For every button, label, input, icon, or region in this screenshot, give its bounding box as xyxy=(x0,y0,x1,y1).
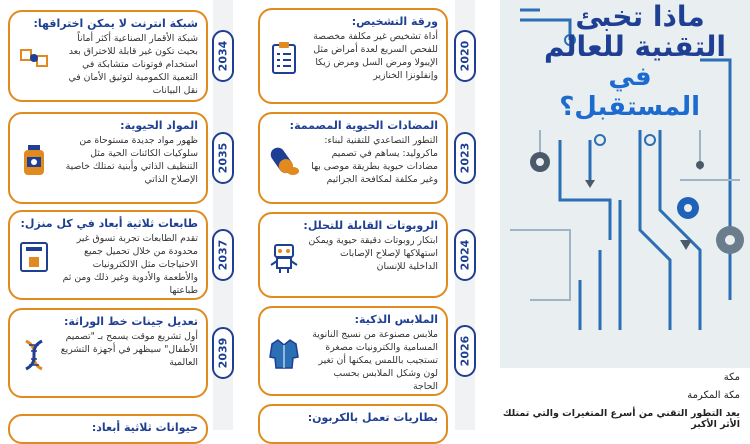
timeline-card xyxy=(258,8,448,104)
year-badge xyxy=(454,30,476,82)
card-text: ملابس مصنوعة من نسيج النانوية المسامية والكترونيات مصغرة تستجيب باللمس يمكنها أن تغير لون وشكل الملابس بحسب الحاجة xyxy=(312,329,438,392)
page-title-line2: التقنية للعالم xyxy=(543,30,726,63)
year-badge xyxy=(454,229,476,281)
year-badge xyxy=(212,132,234,184)
year-label: 2023 xyxy=(458,142,472,174)
year-label: 2039 xyxy=(216,337,230,369)
card-title: حيوانات ثلاثية أبعاد: xyxy=(91,421,198,434)
year-badge xyxy=(212,327,234,379)
timeline-card xyxy=(8,308,208,398)
card-title: المواد الحيوية: xyxy=(120,119,198,132)
card-text: أول تشريع موقت يسمح بـ "تصميم الأطفال" سيظهر في أجهزة التشريع العالمية xyxy=(60,331,198,368)
year-badge xyxy=(454,325,476,377)
card-text: ابتكار روبوتات دقيقة حيوية ويمكن استهلاكها لإصلاح الإصابات الداخلية للإنسان xyxy=(308,235,438,272)
footer-box xyxy=(500,368,750,430)
year-badge xyxy=(212,30,234,82)
timeline-card xyxy=(8,112,208,204)
card-title: تعديل جينات خط الوراثة: xyxy=(63,315,198,328)
capsule-icon xyxy=(266,142,302,178)
timeline-card xyxy=(8,414,208,444)
year-label: 2034 xyxy=(216,40,230,72)
year-badge xyxy=(212,229,234,281)
year-label: 2035 xyxy=(216,142,230,174)
footer-place: مكة xyxy=(723,372,740,383)
card-text: التطور التصاعدي للتقنية لبناء: ماكروليد: يساهم في تصميم مضادات حيوية بطريقة موصى بها وغير مكلفة لمكافحة الجراثيم xyxy=(311,135,438,185)
shirt-icon xyxy=(266,335,302,371)
timeline-card xyxy=(8,210,208,300)
card-text: تقدم الطابعات تجربة تسوق غير محدودة من خلال تحميل جميع الاحتياجات مثل الالكترونيات والأطعمة والأدوية وغير ذلك ومن ثم طباعتها xyxy=(62,233,198,296)
dna-icon xyxy=(16,337,52,373)
footer-city: مكة المكرمة xyxy=(687,390,740,401)
timeline-card xyxy=(258,404,448,444)
header-panel xyxy=(500,0,750,430)
year-label: 2020 xyxy=(458,40,472,72)
year-label: 2024 xyxy=(458,239,472,271)
gear-icon xyxy=(530,152,744,254)
card-text: أداة تشخيص غير مكلفة مخصصة للفحص السريع لعدة أمراض مثل الإيبولا ومرض السل ومرض زيكا وإنفلونزا الخنازير xyxy=(313,31,438,81)
timeline-card xyxy=(8,10,208,102)
year-badge xyxy=(454,132,476,184)
year-label: 2037 xyxy=(216,239,230,271)
robot-icon xyxy=(266,239,302,275)
printer-icon xyxy=(16,239,52,275)
page-title: ماذا تخبئ xyxy=(575,0,705,33)
card-title: الملابس الذكية: xyxy=(354,313,438,326)
timeline-middle xyxy=(250,0,500,430)
card-title: بطاريات تعمل بالكربون: xyxy=(307,411,438,424)
clipboard-icon xyxy=(266,40,302,76)
timeline-card xyxy=(258,212,448,298)
card-text: شبكة الأقمار الصناعية أكثر أماناً بحيث تكون غير قابلة للاختراق بعد استخدام فوتونات متشابكة في التعمية الكمومية لتوثيق الأمان في نقل البيانات xyxy=(68,33,198,96)
card-text: ظهور مواد جديدة مستوحاة من سلوكيات الكائنات الحية مثل التنظيف الذاتي وأبنية تمتلك خاصية الإصلاح الذاتي xyxy=(65,135,198,185)
card-title: شبكة انترنت لا يمكن اختراقها: xyxy=(33,17,198,30)
satellite-icon xyxy=(16,40,52,76)
timeline-card xyxy=(258,112,448,204)
timeline-left xyxy=(0,0,250,434)
timeline-card xyxy=(258,306,448,396)
card-title: طابعات ثلاثية أبعاد في كل منزل: xyxy=(20,217,198,230)
year-label: 2026 xyxy=(458,335,472,367)
card-title: الروبوتات القابلة للتحلل: xyxy=(303,219,438,232)
card-title: ورقة التشخيص: xyxy=(351,15,438,28)
footer-caption: يعد التطور التقني من أسرع المتغيرات والتي تمتلك الأثر الأكبر xyxy=(502,408,740,430)
page-title-line3: في المستقبل؟ xyxy=(559,62,700,122)
jar-icon xyxy=(16,142,52,178)
card-title: المضادات الحيوية المصممة: xyxy=(289,119,438,132)
